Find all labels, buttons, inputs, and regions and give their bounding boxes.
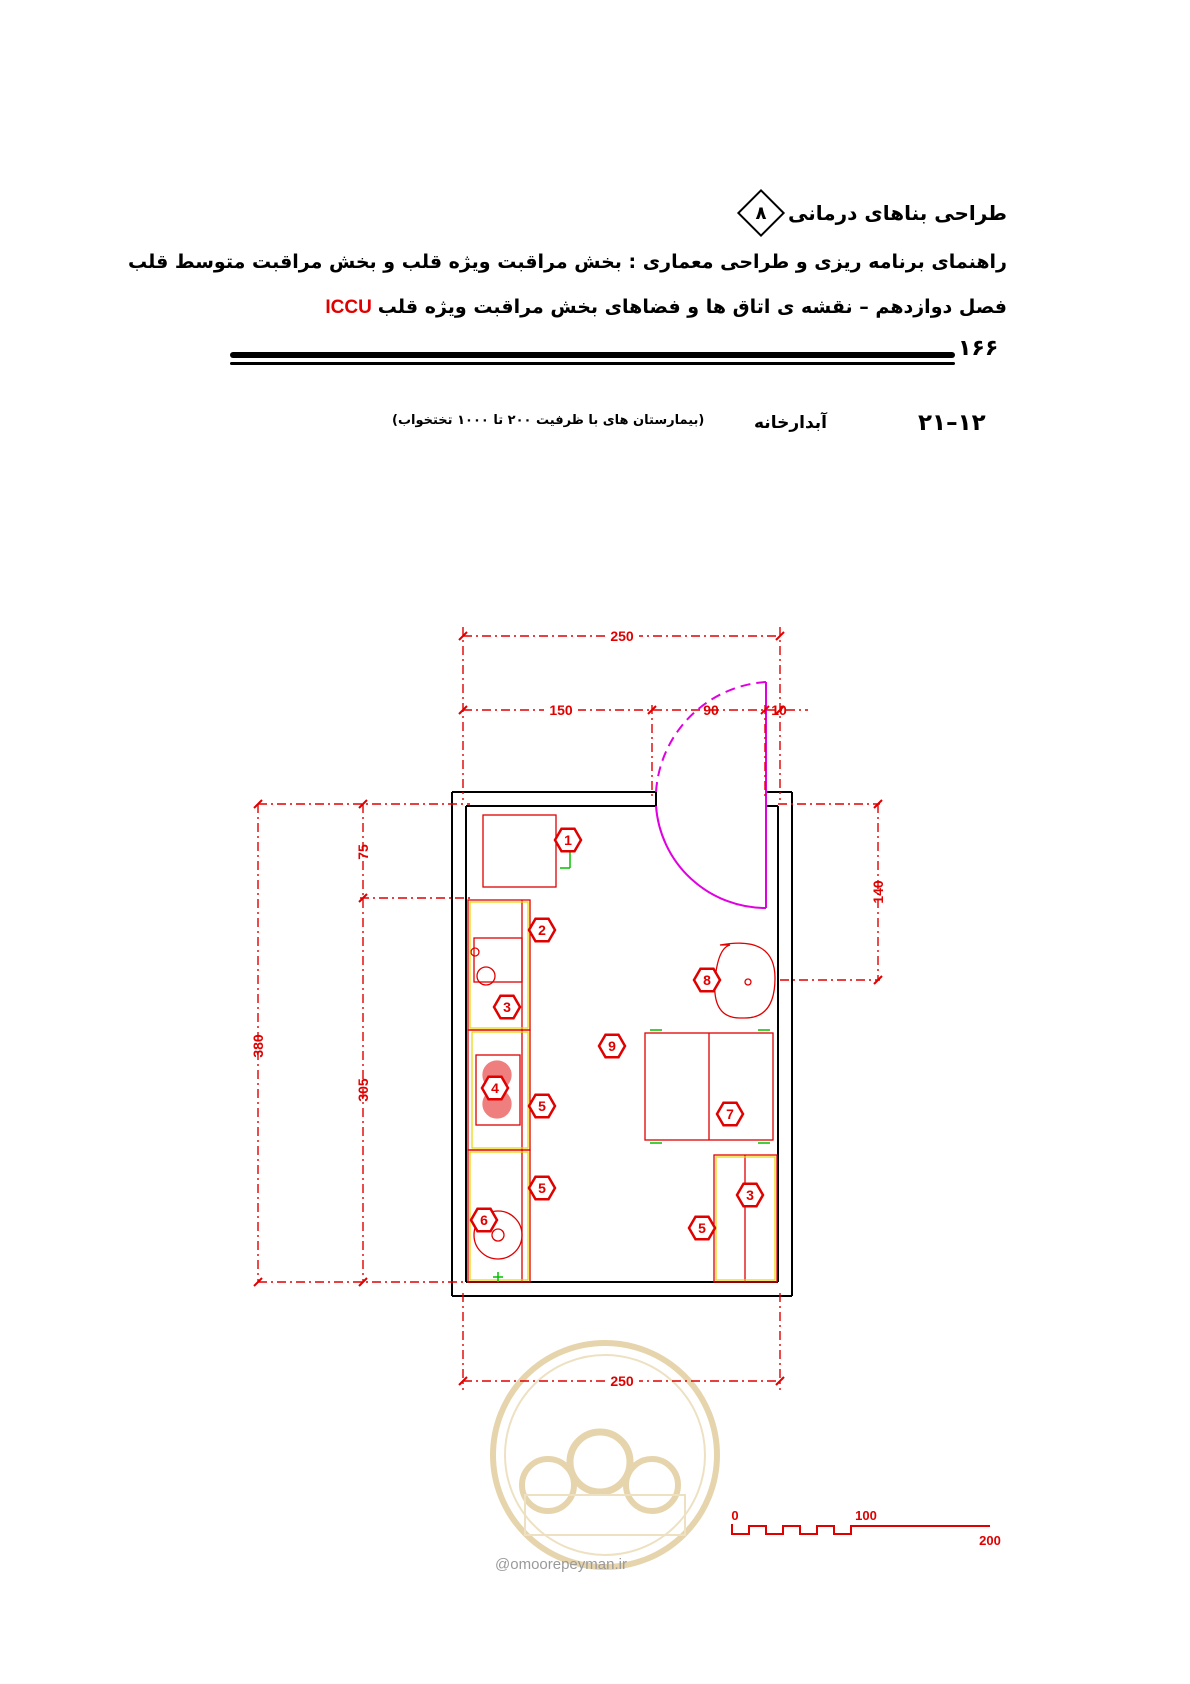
marker-label-7: 7	[726, 1106, 734, 1122]
series-title-text: طراحی بناهای درمانی	[787, 201, 1007, 225]
marker-label-6: 6	[480, 1212, 488, 1228]
clearance-marks	[493, 850, 770, 1282]
refrigerator	[483, 815, 556, 887]
marker-label-8: 8	[703, 972, 711, 988]
chapter-text: فصل دوازدهم – نقشه ی اتاق ها و فضاهای بخش مراقبت ویژه قلب	[377, 296, 1007, 318]
dim-left-segment: 150	[549, 702, 573, 718]
scale-end: 200	[979, 1533, 1001, 1548]
dim-right-segment: 10	[771, 702, 787, 718]
marker-label-5: 5	[538, 1098, 546, 1114]
dimension-ticks	[254, 632, 882, 1385]
dim-right-side: 140	[870, 880, 886, 904]
series-number-badge: ۸	[737, 189, 785, 237]
marker-label-4: 4	[491, 1080, 499, 1096]
chapter-tag: ICCU	[325, 297, 372, 318]
marker-label-3: 3	[746, 1187, 754, 1203]
section-note: (بیمارستان های با ظرفیت ۲۰۰ تا ۱۰۰۰ تختخواب)	[392, 413, 705, 428]
watermark-credit: @omoorepeyman.ir	[495, 1556, 627, 1573]
marker-label-5: 5	[698, 1220, 706, 1236]
dim-upper-segment: 75	[355, 844, 371, 860]
scale-mid: 100	[855, 1508, 877, 1523]
dimension-lines	[258, 627, 880, 1390]
fixture-outlines	[470, 902, 775, 1280]
document-subtitle: راهنمای برنامه ریزی و طراحی معماری : بخش مراقبت ویژه قلب و بخش مراقبت متوسط قلب	[127, 251, 1007, 273]
dim-outer-height: 380	[250, 1034, 266, 1058]
dim-top-total: 250	[610, 628, 634, 644]
dim-door-width: 90	[703, 702, 719, 718]
scale-bar	[732, 1524, 990, 1534]
dim-bottom-total: 250	[610, 1373, 634, 1389]
marker-label-5: 5	[538, 1180, 546, 1196]
scale-start: 0	[731, 1508, 739, 1523]
marker-label-1: 1	[564, 832, 572, 848]
section-number: ۲۱–۱۲	[918, 410, 986, 436]
marker-label-3: 3	[503, 999, 511, 1015]
page-number: ۱۶۶	[958, 336, 999, 361]
marker-label-9: 9	[608, 1038, 616, 1054]
marker-label-2: 2	[538, 922, 546, 938]
dim-lower-segment: 305	[355, 1078, 371, 1102]
item-markers	[471, 829, 763, 1240]
section-title: آبدارخانه	[754, 413, 827, 433]
